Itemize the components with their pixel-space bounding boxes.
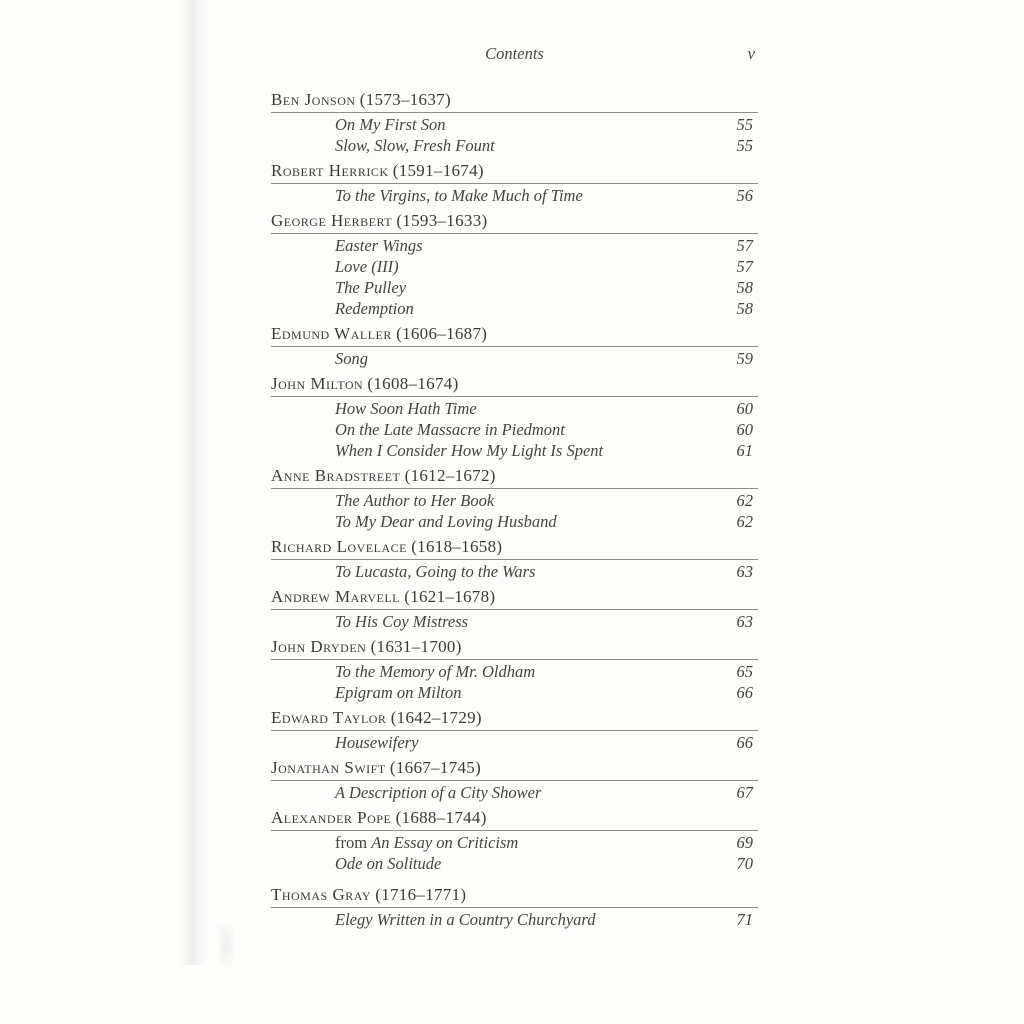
- poem-title: The Author to Her Book: [335, 491, 495, 510]
- poem-title: To Lucasta, Going to the Wars: [335, 562, 536, 581]
- poem-title-cell: [335, 682, 462, 703]
- author-heading: [271, 211, 758, 234]
- author-name: Richard Lovelace: [271, 537, 407, 556]
- toc-entry: [271, 611, 758, 632]
- poem-title: To His Coy Mistress: [335, 612, 469, 631]
- toc-section: [271, 587, 758, 632]
- toc-section: [271, 211, 758, 319]
- poem-title: When I Consider How My Light Is Spent: [335, 441, 604, 460]
- contents-page: [271, 44, 758, 930]
- author-heading: [271, 537, 758, 560]
- poem-title: Housewifery: [335, 733, 419, 752]
- poem-title-cell: [335, 661, 535, 682]
- author-dates: (1593–1633): [396, 211, 488, 230]
- poem-title: Elegy Written in a Country Churchyard: [335, 910, 596, 929]
- toc-entry: [271, 277, 758, 298]
- poem-list: [271, 398, 758, 461]
- poem-title: How Soon Hath Time: [335, 399, 477, 418]
- toc-section: [271, 537, 758, 582]
- author-dates: (1631–1700): [370, 637, 462, 656]
- toc-entry: [271, 682, 758, 703]
- page-edge-shadow: [180, 0, 206, 965]
- author-name: Jonathan Swift: [271, 758, 386, 777]
- poem-title: On the Late Massacre in Piedmont: [335, 420, 565, 439]
- toc-section: [271, 324, 758, 369]
- author-dates: (1591–1674): [392, 161, 484, 180]
- poem-list: [271, 661, 758, 703]
- toc-entry: [271, 909, 758, 930]
- author-dates: (1716–1771): [375, 885, 467, 904]
- poem-title: Ode on Solitude: [335, 854, 442, 873]
- poem-title: To My Dear and Loving Husband: [335, 512, 557, 531]
- poem-page-number: 57: [736, 236, 753, 255]
- poem-page-number: 55: [736, 136, 753, 155]
- poem-list: [271, 490, 758, 532]
- poem-page-number: 60: [736, 420, 753, 439]
- poem-list: [271, 348, 758, 369]
- poem-page-number: 63: [736, 562, 753, 581]
- author-name: George Herbert: [271, 211, 393, 230]
- folio-page-number: v: [747, 44, 755, 63]
- poem-title-cell: [335, 235, 423, 256]
- author-name: Robert Herrick: [271, 161, 389, 180]
- poem-list: [271, 782, 758, 803]
- poem-title-cell: [335, 277, 406, 298]
- poem-list: [271, 832, 758, 874]
- poem-list: [271, 235, 758, 319]
- poem-title: An Essay on Criticism: [371, 833, 519, 852]
- toc-entry: [271, 348, 758, 369]
- toc-entry: [271, 298, 758, 319]
- author-dates: (1621–1678): [404, 587, 496, 606]
- author-heading: [271, 374, 758, 397]
- poem-list: [271, 185, 758, 206]
- poem-title-cell: [335, 561, 535, 582]
- poem-title-prefix: from: [335, 833, 372, 852]
- poem-page-number: 62: [736, 491, 753, 510]
- poem-title-cell: [335, 114, 445, 135]
- author-name: Andrew Marvell: [271, 587, 400, 606]
- poem-page-number: 59: [736, 349, 753, 368]
- poem-page-number: 58: [736, 278, 753, 297]
- toc-section: [271, 161, 758, 206]
- author-heading: [271, 808, 758, 831]
- poem-title-cell: [335, 611, 468, 632]
- author-heading: [271, 587, 758, 610]
- poem-page-number: 58: [736, 299, 753, 318]
- toc-section: [271, 90, 758, 156]
- toc-entry: [271, 440, 758, 461]
- author-heading: [271, 758, 758, 781]
- author-heading: [271, 161, 758, 184]
- poem-list: [271, 611, 758, 632]
- toc-entry: [271, 235, 758, 256]
- poem-title: Love (III): [335, 257, 399, 276]
- poem-page-number: 70: [736, 854, 753, 873]
- toc-section: [271, 885, 758, 930]
- author-dates: (1642–1729): [390, 708, 482, 727]
- scan-smudge: [218, 925, 234, 965]
- toc-section: [271, 374, 758, 461]
- author-dates: (1573–1637): [359, 90, 451, 109]
- poem-title-cell: [335, 419, 565, 440]
- poem-page-number: 61: [736, 441, 753, 460]
- poem-title-cell: [335, 832, 518, 853]
- poem-title-cell: [335, 511, 557, 532]
- toc-section: [271, 637, 758, 703]
- toc-entry: [271, 419, 758, 440]
- author-dates: (1688–1744): [395, 808, 487, 827]
- poem-title: On My First Son: [335, 115, 446, 134]
- author-name: Ben Jonson: [271, 90, 356, 109]
- poem-title-cell: [335, 782, 541, 803]
- toc-entry: [271, 185, 758, 206]
- poem-page-number: 67: [736, 783, 753, 802]
- poem-page-number: 63: [736, 612, 753, 631]
- toc-entry: [271, 256, 758, 277]
- author-name: Edmund Waller: [271, 324, 392, 343]
- toc-entry: [271, 853, 758, 874]
- poem-page-number: 55: [736, 115, 753, 134]
- toc-section: [271, 708, 758, 753]
- poem-title-cell: [335, 298, 414, 319]
- poem-title: Redemption: [335, 299, 414, 318]
- poem-title: To the Memory of Mr. Oldham: [335, 662, 536, 681]
- author-dates: (1608–1674): [367, 374, 459, 393]
- toc-entry: [271, 661, 758, 682]
- poem-page-number: 62: [736, 512, 753, 531]
- poem-page-number: 56: [736, 186, 753, 205]
- running-head: [271, 44, 758, 64]
- author-heading: [271, 466, 758, 489]
- poem-title: Song: [335, 349, 368, 368]
- toc-entry: [271, 561, 758, 582]
- poem-page-number: 71: [736, 910, 753, 929]
- author-heading: [271, 90, 758, 113]
- author-name: John Milton: [271, 374, 364, 393]
- author-name: John Dryden: [271, 637, 367, 656]
- poem-list: [271, 114, 758, 156]
- poem-title-cell: [335, 853, 441, 874]
- poem-title-cell: [335, 135, 495, 156]
- poem-list: [271, 909, 758, 930]
- table-of-contents: [271, 90, 758, 930]
- poem-title: Epigram on Milton: [335, 683, 462, 702]
- poem-title-cell: [335, 398, 477, 419]
- author-name: Alexander Pope: [271, 808, 392, 827]
- toc-section: [271, 758, 758, 803]
- toc-entry: [271, 511, 758, 532]
- author-dates: (1618–1658): [411, 537, 503, 556]
- author-name: Anne Bradstreet: [271, 466, 401, 485]
- poem-page-number: 60: [736, 399, 753, 418]
- poem-page-number: 66: [736, 733, 753, 752]
- poem-title: The Pulley: [335, 278, 407, 297]
- toc-section: [271, 466, 758, 532]
- toc-entry: [271, 782, 758, 803]
- poem-page-number: 65: [736, 662, 753, 681]
- author-name: Thomas Gray: [271, 885, 371, 904]
- poem-title: To the Virgins, to Make Much of Time: [335, 186, 583, 205]
- poem-title: A Description of a City Shower: [335, 783, 542, 802]
- author-heading: [271, 885, 758, 908]
- poem-page-number: 57: [736, 257, 753, 276]
- author-heading: [271, 637, 758, 660]
- poem-title-cell: [335, 256, 399, 277]
- toc-entry: [271, 398, 758, 419]
- author-name: Edward Taylor: [271, 708, 387, 727]
- poem-title-cell: [335, 348, 368, 369]
- author-dates: (1612–1672): [404, 466, 496, 485]
- author-heading: [271, 708, 758, 731]
- poem-title-cell: [335, 732, 418, 753]
- toc-entry: [271, 832, 758, 853]
- page-title: Contents: [485, 44, 544, 63]
- toc-entry: [271, 114, 758, 135]
- poem-title-cell: [335, 909, 595, 930]
- toc-entry: [271, 135, 758, 156]
- poem-title-cell: [335, 490, 494, 511]
- toc-entry: [271, 490, 758, 511]
- author-heading: [271, 324, 758, 347]
- author-dates: (1606–1687): [396, 324, 488, 343]
- poem-list: [271, 561, 758, 582]
- poem-list: [271, 732, 758, 753]
- poem-title-cell: [335, 440, 603, 461]
- toc-section: [271, 808, 758, 874]
- poem-page-number: 69: [736, 833, 753, 852]
- poem-title: Easter Wings: [335, 236, 423, 255]
- poem-title-cell: [335, 185, 583, 206]
- poem-page-number: 66: [736, 683, 753, 702]
- toc-entry: [271, 732, 758, 753]
- author-dates: (1667–1745): [389, 758, 482, 777]
- poem-title: Slow, Slow, Fresh Fount: [335, 136, 495, 155]
